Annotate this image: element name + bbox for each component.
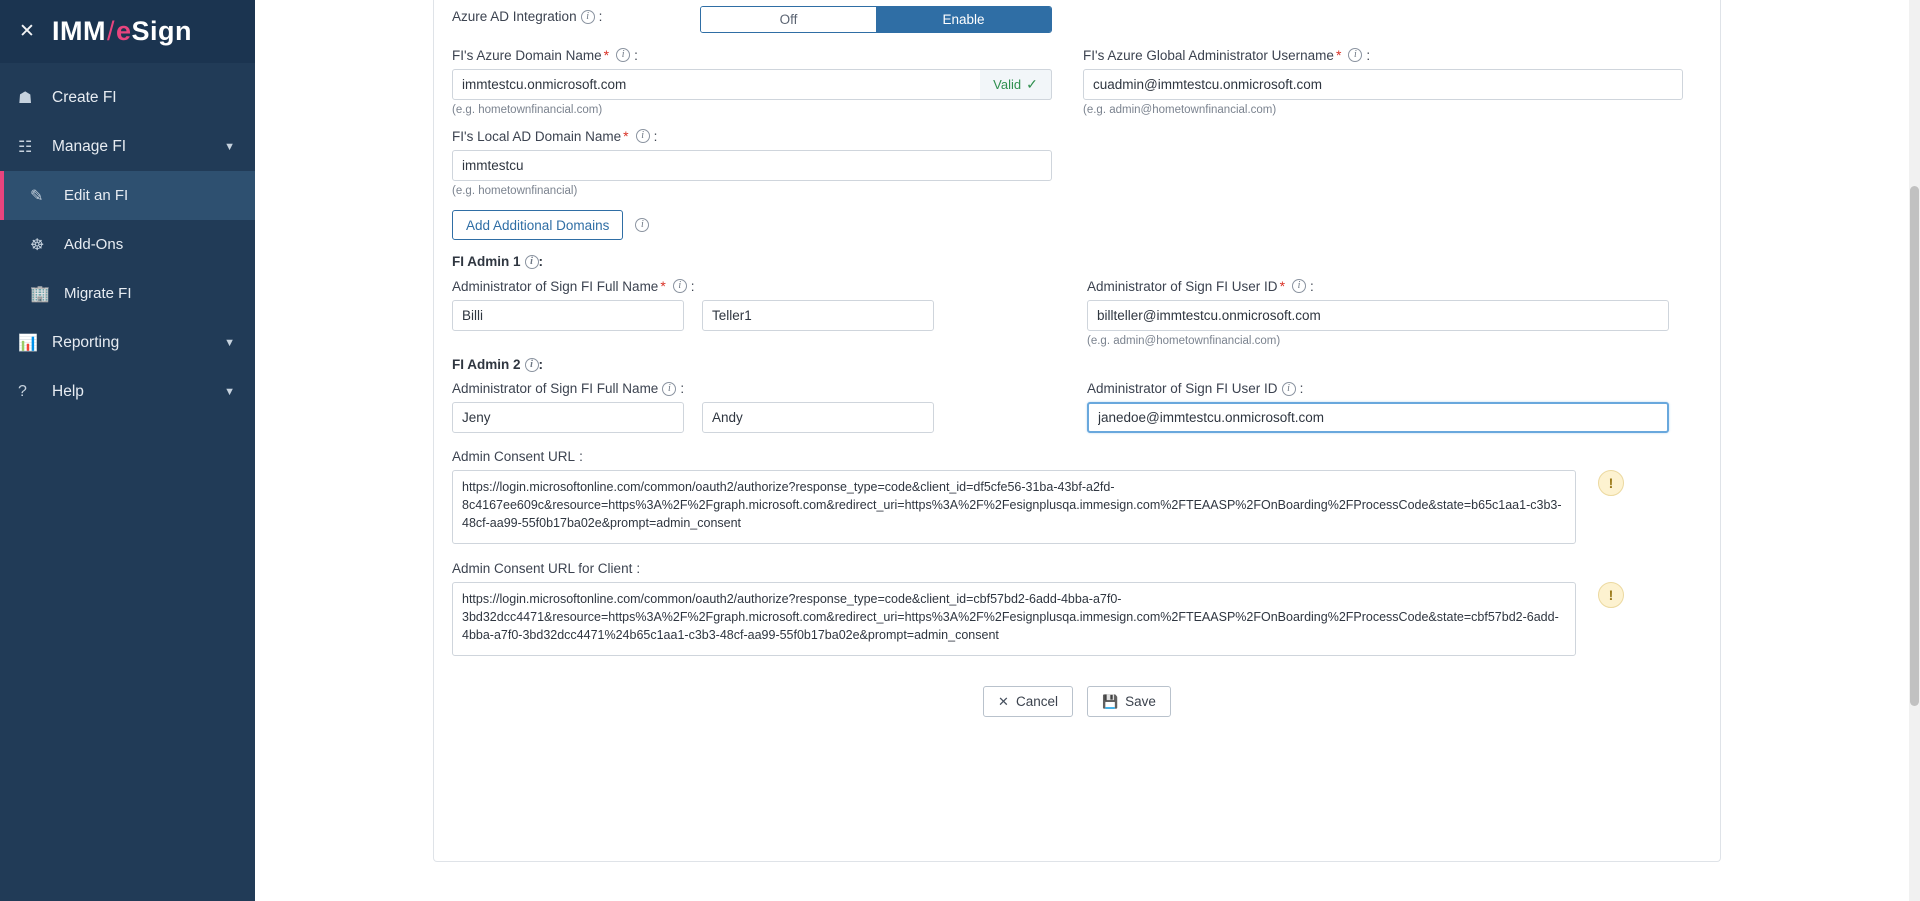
check-icon: ✓ xyxy=(1026,76,1038,92)
required-asterisk: * xyxy=(603,47,610,63)
sidebar-item-help[interactable] xyxy=(0,367,255,416)
toggle-option-enable[interactable]: Enable xyxy=(876,7,1051,32)
cancel-button-label: Cancel xyxy=(1015,694,1058,709)
bank-icon: 🏢 xyxy=(30,285,50,303)
chevron-down-icon[interactable]: ▼ xyxy=(224,336,235,349)
local-ad-domain-row xyxy=(452,128,1702,197)
azure-global-admin-username-label xyxy=(1083,47,1702,63)
colon: : xyxy=(680,381,685,396)
edit-fi-form-panel xyxy=(433,0,1721,862)
azure-ad-integration-label xyxy=(452,9,700,24)
fi-admin-2-user-id-field xyxy=(1087,381,1702,433)
sidebar-item-label: Create FI xyxy=(52,88,117,106)
sidebar-item-label: Reporting xyxy=(52,333,120,351)
admin-consent-url-client-section xyxy=(452,561,1702,656)
colon: : xyxy=(598,9,603,24)
fi-admin-1-user-id-field xyxy=(1087,278,1702,347)
info-icon[interactable]: i xyxy=(636,129,650,143)
fi-admin-1-last-name-input[interactable] xyxy=(702,300,934,331)
fi-admin-1-row xyxy=(452,278,1702,347)
required-asterisk: * xyxy=(660,278,666,294)
sidebar-item-migrate-fi[interactable] xyxy=(0,269,255,318)
save-button[interactable] xyxy=(1087,686,1171,717)
info-icon[interactable]: i xyxy=(1282,382,1296,396)
info-icon[interactable]: i xyxy=(662,382,676,396)
fi-admin-2-user-id-label xyxy=(1087,381,1702,396)
fi-admin-1-user-id-label xyxy=(1087,278,1702,294)
local-ad-domain-label xyxy=(452,128,1072,144)
form-actions xyxy=(452,686,1702,717)
label-text: Administrator of Sign FI Full Name xyxy=(452,381,659,396)
fi-admin-2-user-id-input[interactable] xyxy=(1087,402,1669,433)
info-icon[interactable]: i xyxy=(525,255,539,269)
fi-admin-2-last-name-input[interactable] xyxy=(702,402,934,433)
colon: : xyxy=(1366,47,1371,63)
grid-icon: ☷ xyxy=(18,138,33,156)
admin-consent-url-client-warning-icon[interactable]: ! xyxy=(1598,582,1624,608)
save-button-label: Save xyxy=(1125,694,1156,709)
info-icon[interactable]: i xyxy=(1292,279,1306,293)
fi-admin-1-title xyxy=(452,254,1702,269)
sidebar-item-reporting[interactable] xyxy=(0,318,255,367)
sidebar-item-manage-fi[interactable] xyxy=(0,122,255,171)
local-ad-domain-field xyxy=(452,128,1072,197)
colon: : xyxy=(690,278,695,294)
required-asterisk: * xyxy=(1335,47,1342,63)
admin-consent-url-client-textarea[interactable] xyxy=(452,582,1576,656)
fi-admin-1-user-id-hint: (e.g. admin@hometownfinancial.com) xyxy=(1087,335,1281,347)
colon: : xyxy=(538,357,544,372)
admin-consent-url-warning-icon[interactable]: ! xyxy=(1598,470,1624,496)
cancel-button[interactable] xyxy=(983,686,1073,717)
logo-e: e xyxy=(116,16,132,46)
info-icon[interactable]: i xyxy=(525,358,539,372)
question-icon: ? xyxy=(18,382,27,400)
section-title-text: FI Admin 2 xyxy=(452,357,521,372)
fi-admin-1-user-id-input[interactable] xyxy=(1087,300,1669,331)
logo-imm: IMM xyxy=(52,16,106,46)
sidebar xyxy=(0,0,255,901)
add-additional-domains-row xyxy=(452,210,1702,240)
close-icon: ✕ xyxy=(998,693,1009,709)
fi-admin-2-full-name-label xyxy=(452,381,1067,396)
label-text: Administrator of Sign FI Full Name xyxy=(452,278,659,294)
azure-domain-name-input[interactable] xyxy=(452,69,1052,100)
home-icon: ☗ xyxy=(18,89,33,107)
info-icon[interactable]: i xyxy=(1348,48,1362,62)
colon: : xyxy=(634,47,638,63)
admin-consent-url-textarea[interactable] xyxy=(452,470,1576,544)
page-scrollbar-thumb[interactable] xyxy=(1910,186,1919,706)
sidebar-item-label: Edit an FI xyxy=(64,187,129,204)
required-asterisk: * xyxy=(623,128,629,144)
sidebar-nav xyxy=(0,73,255,416)
info-icon[interactable]: i xyxy=(616,48,630,62)
azure-domain-name-field xyxy=(452,47,1071,116)
fi-admin-1-name-field xyxy=(452,278,1067,347)
colon: : xyxy=(636,561,641,576)
azure-global-admin-username-input[interactable] xyxy=(1083,69,1683,100)
page-scrollbar-track[interactable] xyxy=(1909,0,1920,901)
info-icon[interactable]: i xyxy=(581,10,595,24)
sidebar-item-add-ons[interactable] xyxy=(0,220,255,269)
fi-admin-2-row xyxy=(452,381,1702,433)
azure-ad-integration-row xyxy=(452,6,1702,33)
azure-domain-name-hint: (e.g. hometownfinancial.com) xyxy=(452,104,603,116)
validation-text: Valid xyxy=(993,77,1022,92)
label-text: Admin Consent URL for Client xyxy=(452,561,633,576)
colon: : xyxy=(579,449,583,464)
sidebar-item-edit-an-fi[interactable] xyxy=(0,171,255,220)
puzzle-icon: ☸ xyxy=(30,236,45,254)
local-ad-domain-hint: (e.g. hometownfinancial) xyxy=(452,185,578,197)
domain-row xyxy=(452,47,1702,116)
label-text: Administrator of Sign FI User ID xyxy=(1087,381,1278,396)
local-ad-domain-input[interactable] xyxy=(452,150,1052,181)
fi-admin-2-title xyxy=(452,357,1702,372)
colon: : xyxy=(1310,278,1314,294)
azure-ad-integration-toggle[interactable] xyxy=(700,6,1052,33)
label-text: FI's Azure Domain Name xyxy=(452,47,602,63)
required-asterisk: * xyxy=(1279,278,1286,294)
fi-admin-1-full-name-label xyxy=(452,278,1067,294)
sidebar-item-label: Add-Ons xyxy=(64,236,124,253)
admin-consent-url-section xyxy=(452,449,1702,544)
section-title-text: FI Admin 1 xyxy=(452,254,521,269)
label-text: Administrator of Sign FI User ID xyxy=(1087,278,1278,294)
label-text: Azure AD Integration xyxy=(452,9,577,24)
sidebar-header xyxy=(0,0,255,63)
info-icon[interactable]: i xyxy=(673,279,687,293)
close-icon[interactable]: ✕ xyxy=(19,21,35,42)
add-additional-domains-button[interactable]: Add Additional Domains xyxy=(452,210,623,240)
colon: : xyxy=(653,128,658,144)
logo-sign: Sign xyxy=(131,16,193,46)
chart-icon: 📊 xyxy=(18,334,38,352)
fi-admin-1-first-name-input[interactable] xyxy=(452,300,684,331)
chevron-down-icon[interactable]: ▼ xyxy=(224,140,235,153)
sidebar-item-label: Help xyxy=(52,382,84,400)
main-content xyxy=(255,0,1920,901)
azure-global-admin-username-hint: (e.g. admin@hometownfinancial.com) xyxy=(1083,104,1277,116)
app-logo xyxy=(52,16,192,47)
pencil-icon: ✎ xyxy=(30,187,44,205)
label-text: FI's Azure Global Administrator Username xyxy=(1083,47,1334,63)
label-text: FI's Local AD Domain Name xyxy=(452,128,622,144)
admin-consent-url-client-label xyxy=(452,561,1702,576)
colon: : xyxy=(538,254,544,269)
admin-consent-url-label xyxy=(452,449,1702,464)
toggle-option-off[interactable]: Off xyxy=(701,7,876,32)
info-icon[interactable]: i xyxy=(635,218,649,232)
colon: : xyxy=(1299,381,1304,396)
fi-admin-2-first-name-input[interactable] xyxy=(452,402,684,433)
azure-domain-name-label xyxy=(452,47,1071,63)
label-text: Admin Consent URL xyxy=(452,449,576,464)
sidebar-item-label: Migrate FI xyxy=(64,285,132,302)
domain-validation-badge xyxy=(980,69,1052,100)
fi-admin-2-name-field xyxy=(452,381,1067,433)
chevron-down-icon[interactable]: ▼ xyxy=(224,385,235,398)
azure-global-admin-username-field xyxy=(1083,47,1702,116)
logo-slash: / xyxy=(106,16,115,46)
sidebar-item-label: Manage FI xyxy=(52,137,127,155)
save-icon: 💾 xyxy=(1101,693,1119,709)
sidebar-item-create-fi[interactable] xyxy=(0,73,255,122)
